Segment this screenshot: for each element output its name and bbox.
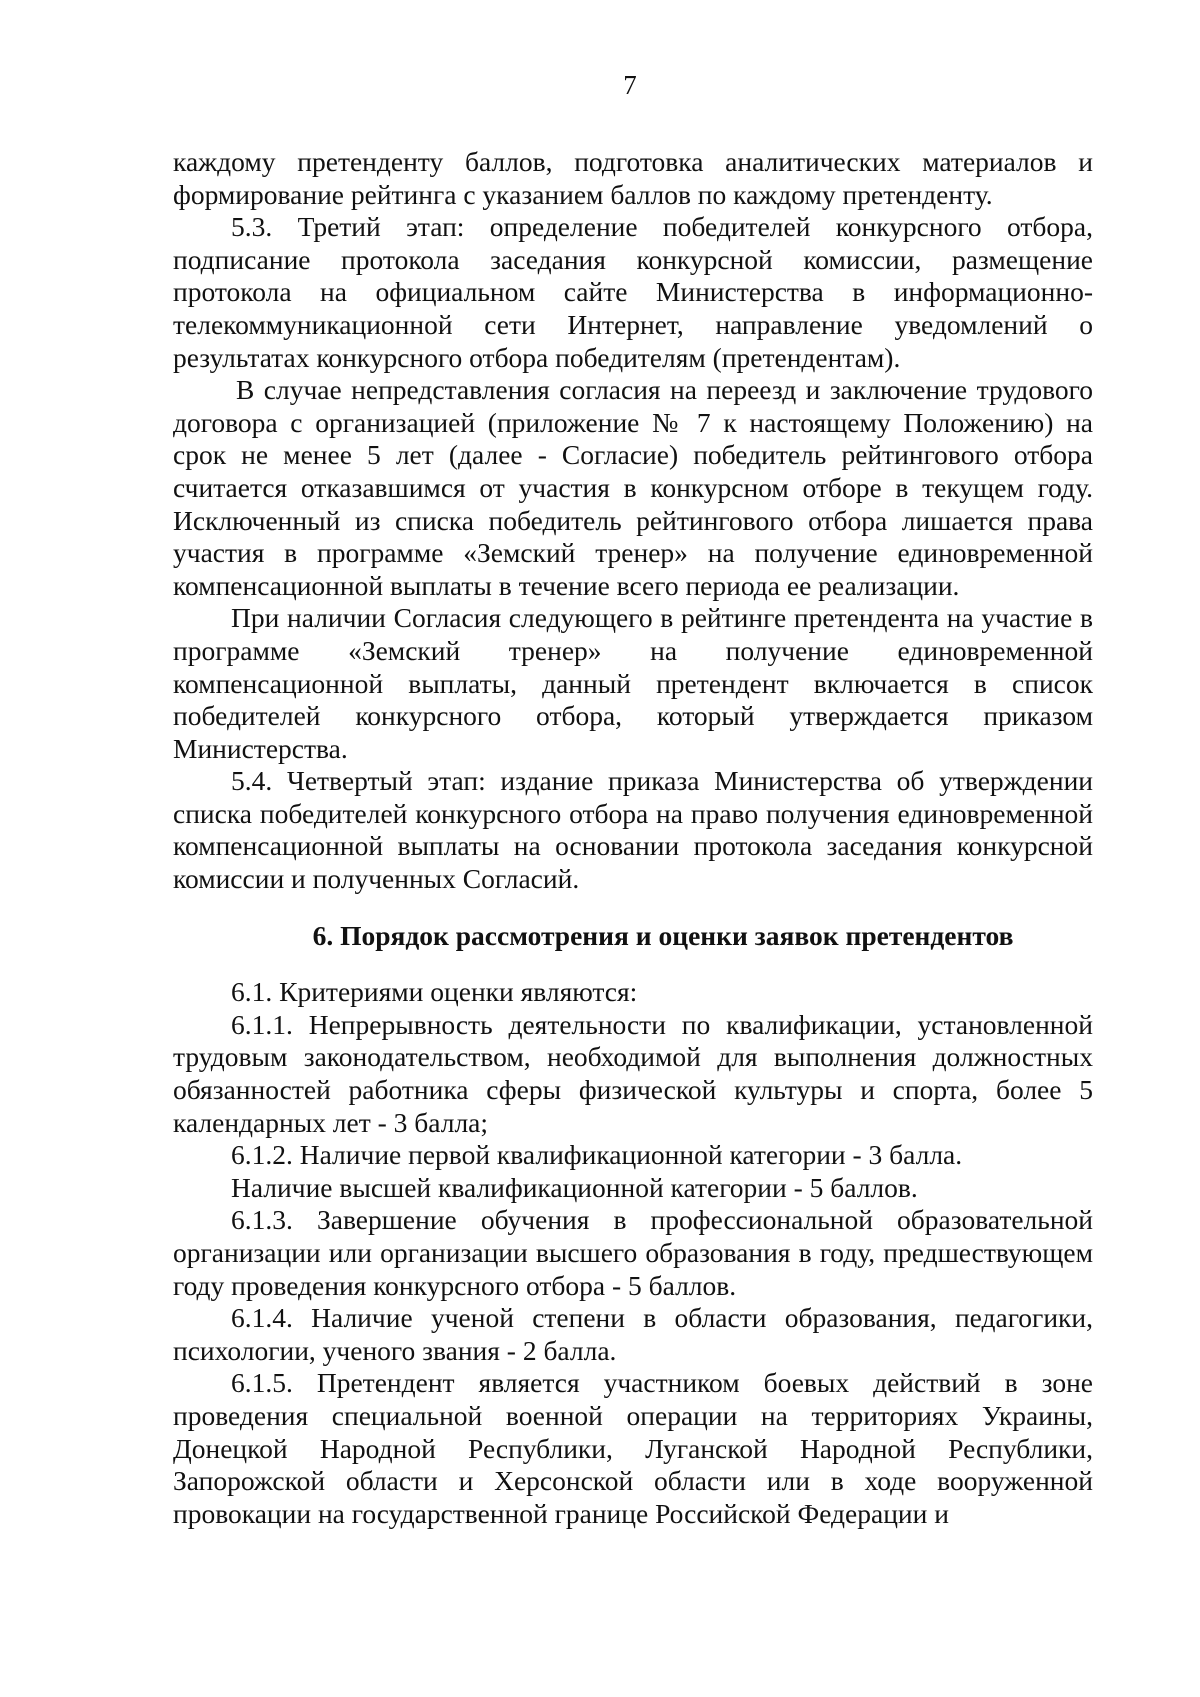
paragraph-stage-4: 5.4. Четвертый этап: издание приказа Министерства об утверждении списка победителей конкурсного отбора на право получения единовременной компенсационной выплаты на основании протокола заседания конкурсной комиссии и полученных Согласий. — [173, 765, 1093, 895]
criterion-6-1-3: 6.1.3. Завершение обучения в профессиональной образовательной организации или организации высшего образования в году, предшествующем году проведения конкурсного отбора - 5 баллов. — [173, 1204, 1093, 1301]
paragraph-next-candidate: При наличии Согласия следующего в рейтинге претендента на участие в программе «Земский тренер» на получение единовременной компенсационной выплаты, данный претендент включается в список победителей конкурсного отбора, который утверждается приказом Министерства. — [173, 602, 1093, 764]
criterion-6-1-5: 6.1.5. Претендент является участником боевых действий в зоне проведения специальной военной операции на территориях Украины, Донецкой Народной Республики, Луганской Народной Республики, Запорожской области и Херсонской области или в ходе вооруженной провокации на государственной границе Российской Федерации и — [173, 1367, 1093, 1529]
document-body — [173, 146, 1093, 1530]
page-number: 7 — [623, 70, 637, 100]
paragraph-consent-refusal: В случае непредставления согласия на переезд и заключение трудового договора с организацией (приложение № 7 к настоящему Положению) на срок не менее 5 лет (далее - Согласие) победитель рейтингового отбора считается отказавшимся от участия в конкурсном отборе в текущем году. Исключенный из списка победитель рейтингового отбора лишается права участия в программе «Земский тренер» на получение единовременной компенсационной выплаты в течение всего периода ее реализации. — [173, 374, 1093, 601]
paragraph-continuation: каждому претенденту баллов, подготовка аналитических материалов и формирование рейтинга с указанием баллов по каждому претенденту. — [173, 146, 1093, 210]
criterion-6-1-2: 6.1.2. Наличие первой квалификационной категории - 3 балла. — [231, 1139, 963, 1171]
criterion-6-1-1: 6.1.1. Непрерывность деятельности по квалификации, установленной трудовым законодательством, необходимой для выполнения должностных обязанностей работника сферы физической культуры и спорта, более 5 календарных лет - 3 балла; — [173, 1008, 1093, 1138]
criterion-6-1-2-higher: Наличие высшей квалификационной категории - 5 баллов. — [231, 1171, 918, 1203]
paragraph-stage-3: 5.3. Третий этап: определение победителей конкурсного отбора, подписание протокола заседания конкурсной комиссии, размещение протокола на официальном сайте Министерства в информационно-телекоммуникационной сети Интернет, направление уведомлений о результатах конкурсного отбора победителям (претендентам). — [173, 211, 1093, 373]
criteria-intro: 6.1. Критериями оценки являются: — [231, 976, 638, 1008]
section-heading: 6. Порядок рассмотрения и оценки заявок претендентов — [312, 919, 1014, 951]
criterion-6-1-4: 6.1.4. Наличие ученой степени в области образования, педагогики, психологии, ученого звания - 2 балла. — [173, 1302, 1093, 1366]
